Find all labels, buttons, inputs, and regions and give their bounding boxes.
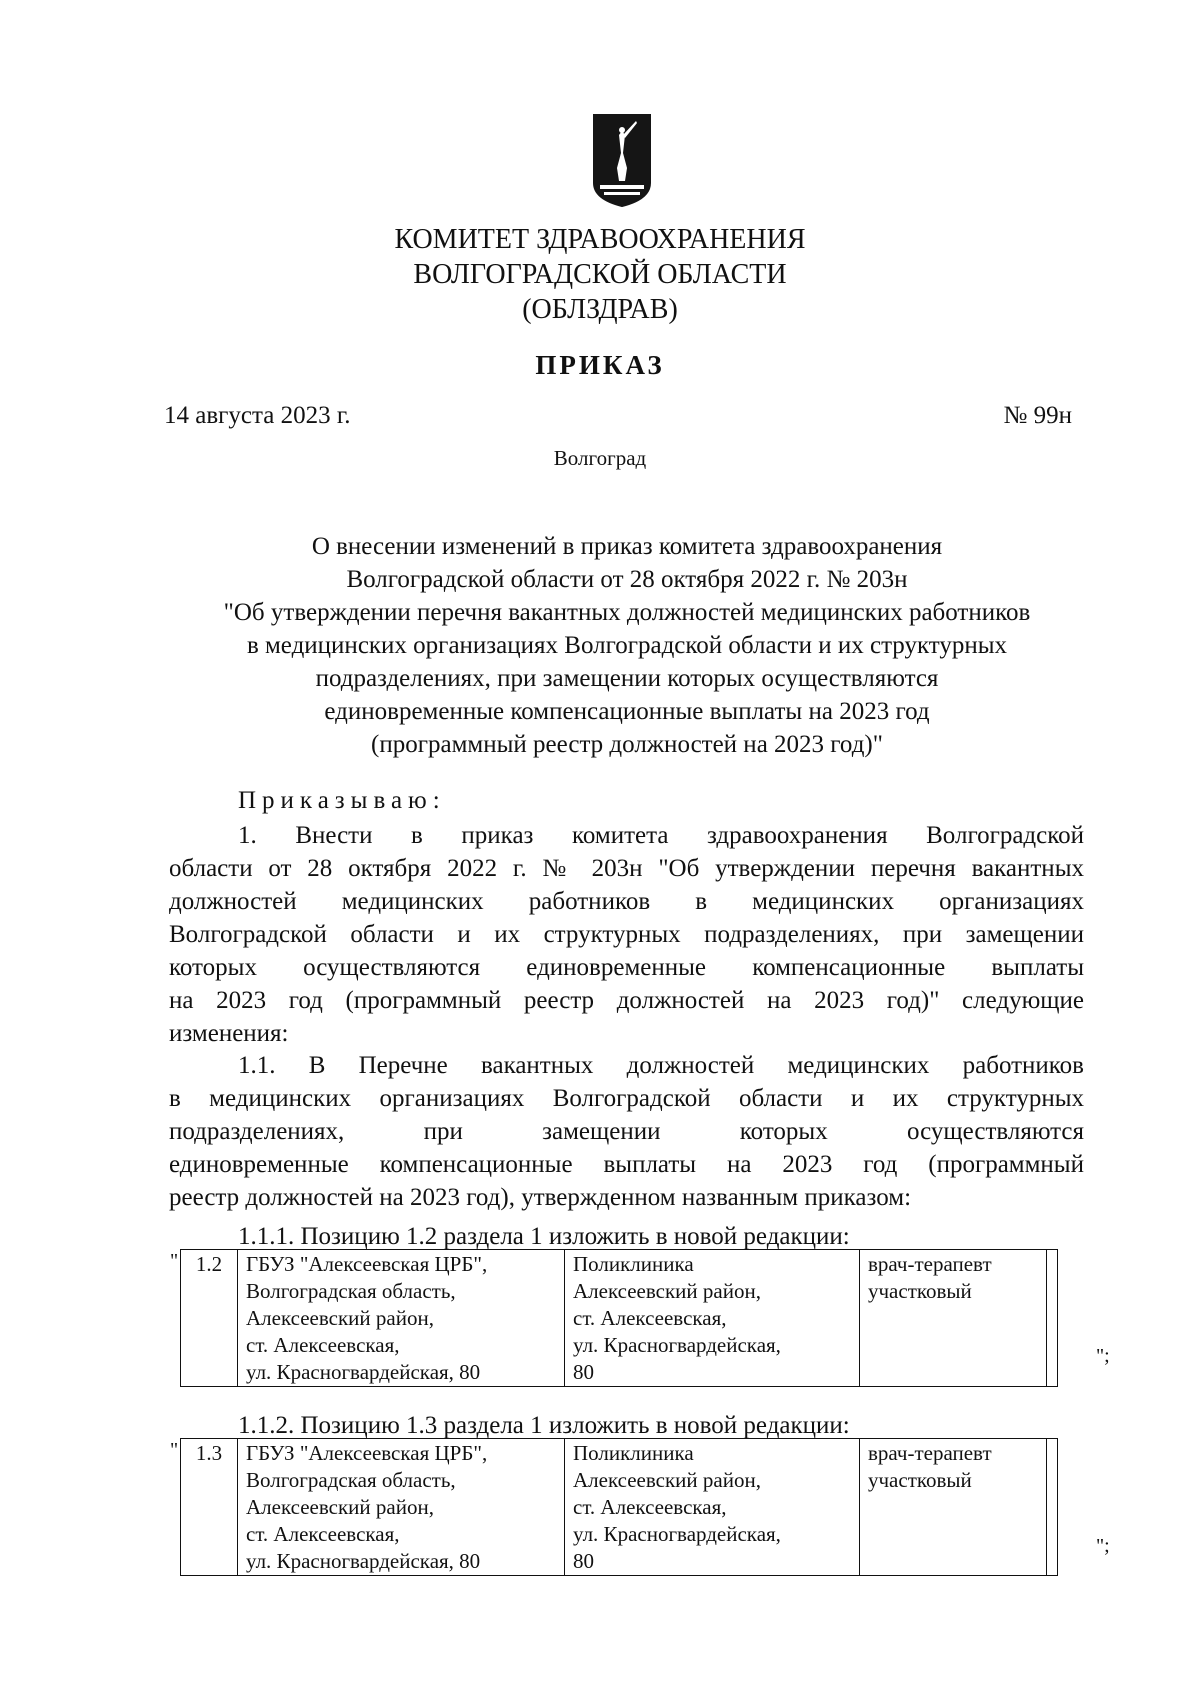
paragraph-line: изменения: — [169, 1020, 289, 1047]
cell-line: участковый — [868, 1279, 972, 1303]
document-number: № 99н — [1003, 402, 1072, 429]
sub-item-1-1-1: 1.1.1. Позицию 1.2 раздела 1 изложить в новой редакции: — [238, 1223, 850, 1250]
cell-line: Алексеевский район, — [573, 1279, 761, 1303]
cell-line: врач-терапевт — [868, 1441, 992, 1465]
table-cell-division — [565, 1250, 860, 1387]
cell-line: 80 — [573, 1360, 594, 1384]
table-cell-division — [565, 1439, 860, 1576]
cell-line: ул. Красногвардейская, 80 — [246, 1360, 481, 1384]
paragraph-1 — [169, 819, 1084, 1050]
organization-name — [0, 222, 1200, 327]
quote-open: " — [170, 1250, 179, 1272]
order-word: Приказываю: — [238, 787, 446, 814]
cell-line: Волгоградская область, — [246, 1468, 456, 1492]
subject-line: О внесении изменений в приказ комитета здравоохранения — [311, 533, 943, 560]
cell-line: ГБУЗ "Алексеевская ЦРБ", — [246, 1252, 488, 1276]
cell-line: ул. Красногвардейская, — [573, 1333, 781, 1357]
cell-line: ст. Алексеевская, — [573, 1306, 727, 1330]
document-subject — [170, 530, 1084, 761]
cell-line: Поликлиника — [573, 1252, 694, 1276]
table-cell-number: 1.2 — [181, 1250, 238, 1387]
document-city: Волгоград — [553, 446, 647, 470]
paragraph-line: подразделениях, при замещении которых осуществляются — [169, 1118, 1084, 1145]
cell-line: Поликлиника — [573, 1441, 694, 1465]
subject-line: единовременные компенсационные выплаты на 2023 год — [324, 698, 930, 725]
org-line-2: ВОЛГОГРАДСКОЙ ОБЛАСТИ — [413, 259, 787, 290]
paragraph-line: 1. Внести в приказ комитета здравоохранения Волгоградской — [238, 822, 1084, 849]
document-type: ПРИКАЗ — [535, 350, 665, 380]
quote-close: "; — [1096, 1535, 1110, 1557]
position-table-1-3 — [180, 1438, 1058, 1576]
table-cell-empty — [1047, 1250, 1058, 1387]
cell-line: ГБУЗ "Алексеевская ЦРБ", — [246, 1441, 488, 1465]
quote-close: "; — [1096, 1345, 1110, 1367]
cell-line: Алексеевский район, — [246, 1306, 434, 1330]
cell-line: ст. Алексеевская, — [573, 1495, 727, 1519]
table-cell-position — [860, 1250, 1047, 1387]
paragraph-line: в медицинских организациях Волгоградской области и их структурных — [169, 1085, 1084, 1112]
paragraph-line: реестр должностей на 2023 год), утвержденном названным приказом: — [169, 1184, 912, 1211]
document-date: 14 августа 2023 г. — [164, 402, 351, 429]
paragraph-line: должностей медицинских работников в медицинских организациях — [169, 888, 1084, 915]
cell-line: Волгоградская область, — [246, 1279, 456, 1303]
paragraph-line: единовременные компенсационные выплаты на 2023 год (программный — [169, 1151, 1084, 1178]
table-cell-empty — [1047, 1439, 1058, 1576]
cell-line: Алексеевский район, — [573, 1468, 761, 1492]
cell-line: ст. Алексеевская, — [246, 1333, 400, 1357]
paragraph-line: Волгоградской области и их структурных подразделениях, при замещении — [169, 921, 1084, 948]
subject-line: Волгоградской области от 28 октября 2022 г. № 203н — [346, 566, 908, 593]
paragraph-line: которых осуществляются единовременные компенсационные выплаты — [169, 954, 1084, 981]
paragraph-line: 1.1. В Перечне вакантных должностей медицинских работников — [238, 1052, 1084, 1079]
paragraph-line: на 2023 год (программный реестр должностей на 2023 год)" следующие — [169, 987, 1084, 1014]
cell-line: врач-терапевт — [868, 1252, 992, 1276]
subject-line: в медицинских организациях Волгоградской области и их структурных — [246, 632, 1008, 659]
position-table-1-2 — [180, 1249, 1058, 1387]
quote-open: " — [170, 1439, 179, 1461]
table-row — [181, 1250, 1058, 1387]
table-cell-organization — [238, 1250, 565, 1387]
table-row — [181, 1439, 1058, 1576]
table-cell-number: 1.3 — [181, 1439, 238, 1576]
table-cell-position — [860, 1439, 1047, 1576]
org-line-1: КОМИТЕТ ЗДРАВООХРАНЕНИЯ — [394, 224, 806, 255]
subject-line: (программный реестр должностей на 2023 год)" — [371, 731, 883, 758]
cell-line: Алексеевский район, — [246, 1495, 434, 1519]
sub-item-1-1-2: 1.1.2. Позицию 1.3 раздела 1 изложить в новой редакции: — [238, 1412, 850, 1439]
paragraph-line: области от 28 октября 2022 г. № 203н "Об утверждении перечня вакантных — [169, 855, 1084, 882]
table-cell-organization — [238, 1439, 565, 1576]
subject-line: "Об утверждении перечня вакантных должностей медицинских работников — [223, 599, 1031, 626]
org-line-3: (ОБЛЗДРАВ) — [522, 294, 678, 325]
paragraph-1-1 — [169, 1049, 1084, 1214]
cell-line: ст. Алексеевская, — [246, 1522, 400, 1546]
coat-of-arms-emblem — [592, 113, 652, 208]
cell-line: ул. Красногвардейская, — [573, 1522, 781, 1546]
cell-line: участковый — [868, 1468, 972, 1492]
cell-line: ул. Красногвардейская, 80 — [246, 1549, 481, 1573]
subject-line: подразделениях, при замещении которых осуществляются — [315, 665, 939, 692]
cell-line: 80 — [573, 1549, 594, 1573]
